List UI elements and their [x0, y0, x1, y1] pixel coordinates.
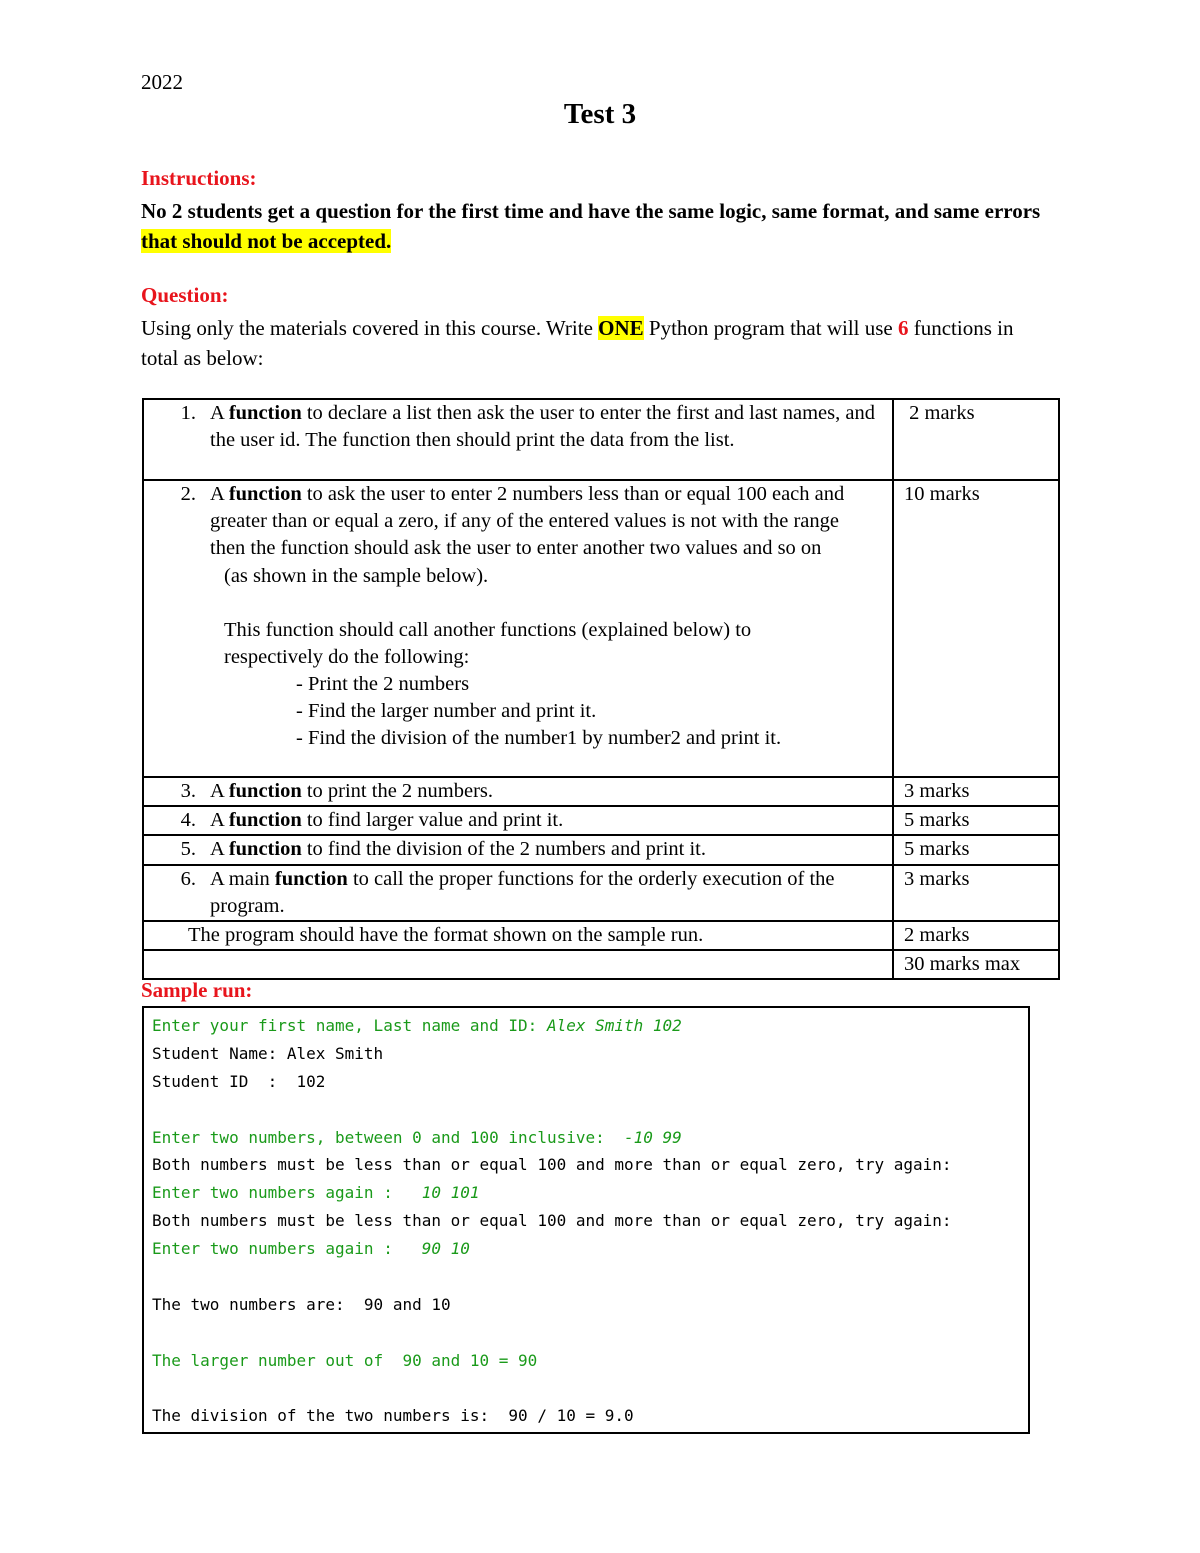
- console-output: Student Name: Alex Smith: [152, 1043, 384, 1063]
- question-text: [141, 313, 1041, 373]
- row-3-description: [143, 777, 893, 806]
- console-output: The division of the two numbers is: 90 / 10 = 9.0: [152, 1406, 634, 1426]
- question-heading: Question:: [141, 283, 229, 307]
- format-row-text: The program should have the format shown on the sample run.: [188, 924, 704, 947]
- row-number: 4.: [180, 809, 196, 832]
- console-prompt: Enter two numbers again :: [152, 1239, 422, 1259]
- row-text: [210, 400, 875, 454]
- total-row-description: [143, 950, 893, 979]
- console-prompt: Enter two numbers again :: [152, 1183, 422, 1203]
- console-output: The two numbers are: 90 and 10: [152, 1294, 451, 1314]
- row-2-marks: [893, 480, 1059, 777]
- row-bold: function: [228, 838, 302, 861]
- row-2-sub-2: - Find the larger number and print it.: [296, 699, 597, 722]
- row-text: [210, 866, 875, 920]
- year-label: 2022: [141, 70, 183, 94]
- row-bold: function: [228, 402, 302, 424]
- sample-run-heading: Sample run:: [141, 978, 253, 1002]
- row-text: [210, 778, 875, 805]
- row-bold: function: [228, 780, 302, 802]
- console-line: [152, 1096, 1028, 1124]
- table-row: [143, 806, 1059, 835]
- row-pre: A: [210, 780, 229, 802]
- row-post: to find larger value and print it.: [301, 809, 564, 832]
- console-line: [152, 1263, 1028, 1291]
- console-line: [152, 1124, 1028, 1152]
- console-input: 10 101: [421, 1183, 480, 1203]
- row-post: to ask the user to enter 2 numbers less than or equal 100 each and greater than or equal a zero, if any of the entered values is not with the range then the function should ask the user to enter another two values and so on: [210, 483, 845, 560]
- sample-run-console: [142, 1006, 1030, 1434]
- row-pre: A main: [210, 867, 275, 890]
- console-line: [152, 1402, 1028, 1430]
- row-1-description: [143, 399, 893, 480]
- row-text: [210, 807, 875, 834]
- row-pre: A: [210, 838, 229, 861]
- console-line: [152, 1068, 1028, 1096]
- row-number: 2.: [180, 483, 196, 505]
- question-part2: Python program that will use: [643, 316, 898, 340]
- spacer: [144, 590, 892, 617]
- console-output: Both numbers must be less than or equal 100 and more than or equal zero, try again:: [152, 1155, 952, 1175]
- question-part3: functions in total as below:: [141, 316, 1014, 370]
- console-line: [152, 1151, 1028, 1179]
- marks-value: 3 marks: [904, 867, 970, 890]
- marks-value: 2 marks: [904, 402, 975, 424]
- format-row-description: [143, 921, 893, 950]
- row-post: to print the 2 numbers.: [301, 780, 494, 802]
- row-number: 6.: [180, 867, 196, 890]
- console-input: 90 10: [421, 1239, 470, 1259]
- instructions-heading: Instructions:: [141, 166, 257, 190]
- marks-value: 5 marks: [904, 809, 970, 832]
- row-bold: function: [274, 867, 348, 890]
- format-row-marks: [893, 921, 1059, 950]
- console-output: The larger number out of 90 and 10 = 90: [152, 1350, 538, 1370]
- row-pre: A: [210, 809, 229, 832]
- question-function-count: 6: [897, 316, 909, 340]
- instructions-text-main: No 2 students get a question for the first time and have the same logic, same format, and same errors: [141, 199, 1041, 223]
- marks-value: 2 marks: [904, 924, 970, 947]
- row-number: 5.: [180, 838, 196, 861]
- row-4-marks: [893, 806, 1059, 835]
- console-prompt: Enter your first name, Last name and ID:: [152, 1016, 547, 1035]
- marks-value: 10 marks: [904, 483, 980, 505]
- row-2-description: [143, 480, 893, 777]
- table-row: [143, 399, 1059, 480]
- row-pre: A: [210, 483, 229, 505]
- row-2-paragraph: This function should call another functions (explained below) to respectively do the following:: [224, 618, 752, 668]
- row-bold: function: [228, 809, 302, 832]
- console-line: [152, 1179, 1028, 1207]
- console-line: [152, 1375, 1028, 1403]
- table-row: [143, 950, 1059, 979]
- row-post: to find the division of the 2 numbers and print it.: [301, 838, 706, 861]
- console-prompt: Enter two numbers, between 0 and 100 inclusive:: [152, 1127, 625, 1147]
- row-2-sub-1: - Print the 2 numbers: [296, 672, 470, 695]
- console-line: [152, 1319, 1028, 1347]
- table-row: [143, 480, 1059, 777]
- console-output: Student ID : 102: [152, 1071, 326, 1091]
- row-number: 1.: [180, 402, 196, 424]
- row-pre: A: [210, 402, 229, 424]
- row-1-marks: [893, 399, 1059, 480]
- console-line: [152, 1012, 1028, 1040]
- row-4-description: [143, 806, 893, 835]
- row-text: [210, 836, 875, 863]
- marks-value: 3 marks: [904, 780, 970, 802]
- row-6-description: [143, 865, 893, 921]
- total-row-marks: [893, 950, 1059, 979]
- marks-table: [142, 398, 1060, 980]
- console-input: -10 99: [624, 1127, 682, 1147]
- instructions-text: [141, 196, 1041, 256]
- console-line: [152, 1207, 1028, 1235]
- question-highlight-one: ONE: [598, 316, 644, 340]
- page-title: Test 3: [563, 98, 637, 130]
- marks-value: 5 marks: [904, 838, 970, 861]
- console-line: [152, 1291, 1028, 1319]
- console-line: [152, 1235, 1028, 1263]
- row-3-marks: [893, 777, 1059, 806]
- row-2-sub-3: - Find the division of the number1 by number2 and print it.: [296, 726, 782, 749]
- row-2-extra: (as shown in the sample below).: [224, 564, 489, 587]
- row-6-marks: [893, 865, 1059, 921]
- row-5-description: [143, 835, 893, 864]
- instructions-highlight: that should not be accepted.: [141, 229, 392, 253]
- marks-value: 30 marks max: [904, 953, 1021, 976]
- table-row: [143, 865, 1059, 921]
- table-row: [143, 777, 1059, 806]
- console-input: Alex Smith 102: [546, 1016, 682, 1035]
- row-post: to declare a list then ask the user to enter the first and last names, and the user id. The function then should print the data from the list.: [210, 402, 875, 452]
- row-bold: function: [228, 483, 302, 505]
- row-post: to call the proper functions for the orderly execution of the program.: [210, 867, 835, 917]
- table-row: [143, 835, 1059, 864]
- row-text: [210, 481, 875, 563]
- question-part1: Using only the materials covered in this course. Write: [141, 316, 599, 340]
- row-number: 3.: [180, 780, 196, 802]
- table-row: [143, 921, 1059, 950]
- console-output: Both numbers must be less than or equal 100 and more than or equal zero, try again:: [152, 1211, 952, 1231]
- console-line: [152, 1040, 1028, 1068]
- console-line: [152, 1347, 1028, 1375]
- row-5-marks: [893, 835, 1059, 864]
